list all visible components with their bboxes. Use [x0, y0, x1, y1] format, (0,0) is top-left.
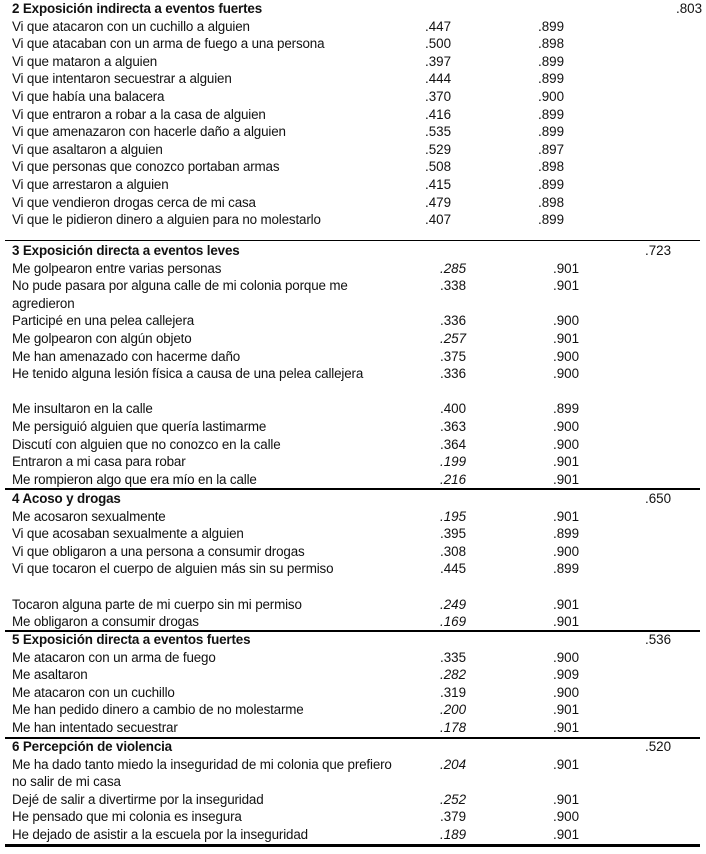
item-loading: .257 [440, 330, 467, 346]
item-loading: .375 [440, 348, 467, 364]
item-loading: .400 [440, 401, 467, 417]
item-alpha-if-deleted: .899 [538, 124, 565, 140]
table-row [0, 826, 706, 844]
item-alpha-if-deleted: .898 [538, 159, 565, 175]
section-alpha: .803 [676, 1, 703, 16]
table-row [0, 649, 706, 667]
section-header [0, 0, 706, 18]
item-loading: .508 [425, 159, 452, 175]
section-header [0, 738, 706, 756]
item-text: Me obligaron a consumir drogas [12, 614, 199, 630]
table-row [0, 348, 706, 366]
table-row [0, 701, 706, 719]
item-loading: .336 [440, 366, 467, 382]
table-row [0, 453, 706, 471]
item-loading: .416 [425, 106, 452, 122]
table-row [0, 365, 706, 400]
table-row [0, 613, 706, 631]
item-alpha-if-deleted: .901 [553, 756, 580, 772]
item-text: Me atacaron con un cuchillo [12, 684, 175, 700]
table-row [0, 88, 706, 106]
item-loading: .178 [440, 719, 467, 735]
item-text: Me acosaron sexualmente [12, 508, 166, 524]
table-row [0, 123, 706, 141]
factor-section [0, 631, 706, 737]
item-alpha-if-deleted: .901 [553, 330, 580, 346]
item-text: Vi que vendieron drogas cerca de mi casa [12, 194, 256, 210]
section-alpha: .650 [645, 491, 672, 506]
factor-section [0, 242, 706, 488]
table-row [0, 194, 706, 212]
item-alpha-if-deleted: .901 [553, 454, 580, 470]
item-loading: .500 [425, 36, 452, 52]
item-loading: .529 [425, 141, 452, 157]
section-alpha: .536 [645, 632, 672, 647]
item-alpha-if-deleted: .901 [553, 471, 580, 487]
item-loading: .200 [440, 702, 467, 718]
item-text: Vi que obligaron a una persona a consumir drogas [12, 543, 305, 559]
item-text: He tenido alguna lesión física a causa de una pelea callejera [12, 366, 364, 382]
item-loading: .282 [440, 667, 467, 683]
item-alpha-if-deleted: .900 [553, 809, 580, 825]
item-alpha-if-deleted: .901 [553, 791, 580, 807]
item-loading: .308 [440, 543, 467, 559]
item-text: Vi que amenazaron con hacerle daño a alguien [12, 124, 286, 140]
item-text: Me insultaron en la calle [12, 401, 153, 417]
table-row [0, 260, 706, 278]
item-text: Participé en una pelea callejera [12, 313, 195, 329]
item-alpha-if-deleted: .900 [538, 88, 565, 104]
table-row [0, 543, 706, 561]
item-loading: .445 [440, 561, 467, 577]
table-row [0, 596, 706, 614]
item-alpha-if-deleted: .901 [553, 702, 580, 718]
divider-line [5, 844, 700, 847]
section-header [0, 631, 706, 649]
item-loading: .364 [440, 436, 467, 452]
section-alpha: .520 [645, 739, 672, 754]
item-loading: .379 [440, 809, 467, 825]
item-text: Vi que tocaron el cuerpo de alguien más sin su permiso [12, 561, 334, 577]
section-header [0, 490, 706, 508]
item-loading: .285 [440, 260, 467, 276]
item-loading: .335 [440, 649, 467, 665]
item-text: Tocaron alguna parte de mi cuerpo sin mi permiso [12, 596, 302, 612]
item-alpha-if-deleted: .901 [553, 260, 580, 276]
table-row [0, 53, 706, 71]
factor-section [0, 0, 706, 229]
item-loading: .447 [425, 18, 452, 34]
table-row [0, 176, 706, 194]
item-alpha-if-deleted: .898 [538, 36, 565, 52]
item-loading: .338 [440, 278, 467, 294]
item-text: Me atacaron con un arma de fuego [12, 649, 216, 665]
item-alpha-if-deleted: .900 [553, 313, 580, 329]
section-title: 3 Exposición directa a eventos leves [12, 243, 240, 258]
item-text: Me golpearon con algún objeto [12, 330, 192, 346]
table-row [0, 436, 706, 454]
item-alpha-if-deleted: .899 [553, 526, 580, 542]
item-loading: .395 [440, 526, 467, 542]
table-row [0, 158, 706, 176]
item-text: Vi que asaltaron a alguien [12, 141, 163, 157]
section-title: 5 Exposición directa a eventos fuertes [12, 632, 251, 647]
item-text: Me persiguió alguien que quería lastimarme [12, 418, 267, 434]
item-text: Entraron a mi casa para robar [12, 454, 186, 470]
item-alpha-if-deleted: .899 [538, 18, 565, 34]
item-text: Dejé de salir a divertirme por la inseguridad [12, 791, 264, 807]
item-loading: .415 [425, 176, 452, 192]
item-alpha-if-deleted: .900 [553, 649, 580, 665]
item-text: Vi que intentaron secuestrar a alguien [12, 71, 232, 87]
item-loading: .249 [440, 596, 467, 612]
item-loading: .195 [440, 508, 467, 524]
table-row [0, 756, 706, 791]
table-row [0, 400, 706, 418]
item-alpha-if-deleted: .900 [553, 436, 580, 452]
item-alpha-if-deleted: .901 [553, 719, 580, 735]
item-alpha-if-deleted: .899 [538, 212, 565, 228]
item-loading: .336 [440, 313, 467, 329]
item-loading: .189 [440, 826, 467, 842]
item-loading: .479 [425, 194, 452, 210]
item-loading: .407 [425, 212, 452, 228]
item-text: Vi que había una balacera [12, 88, 165, 104]
item-text: Me han amenazado con hacerme daño [12, 348, 241, 364]
item-text: Vi que acosaban sexualmente a alguien [12, 526, 244, 542]
table-row [0, 719, 706, 737]
item-text: Vi que mataron a alguien [12, 53, 158, 69]
item-alpha-if-deleted: .901 [553, 508, 580, 524]
item-alpha-if-deleted: .900 [553, 418, 580, 434]
item-alpha-if-deleted: .900 [553, 543, 580, 559]
section-title: 2 Exposición indirecta a eventos fuertes [12, 1, 262, 16]
item-loading: .444 [425, 71, 452, 87]
item-alpha-if-deleted: .901 [553, 596, 580, 612]
section-header [0, 242, 706, 260]
table-row [0, 211, 706, 229]
table-row [0, 525, 706, 543]
divider-line [5, 488, 700, 490]
item-alpha-if-deleted: .899 [538, 106, 565, 122]
item-loading: .397 [425, 53, 452, 69]
divider-line [5, 737, 700, 739]
item-loading: .363 [440, 418, 467, 434]
item-text: Vi que atacaban con un arma de fuego a una persona [12, 36, 325, 52]
item-loading: .319 [440, 684, 467, 700]
item-alpha-if-deleted: .898 [538, 194, 565, 210]
item-alpha-if-deleted: .899 [553, 561, 580, 577]
table-row [0, 312, 706, 330]
table-row [0, 684, 706, 702]
table-row [0, 330, 706, 348]
item-text: Vi que personas que conozco portaban armas [12, 159, 280, 175]
item-alpha-if-deleted: .899 [538, 71, 565, 87]
item-text: He pensado que mi colonia es insegura [12, 809, 242, 825]
item-alpha-if-deleted: .909 [553, 667, 580, 683]
table-row [0, 106, 706, 124]
table-row [0, 508, 706, 526]
table-row [0, 791, 706, 809]
section-title: 4 Acoso y drogas [12, 491, 121, 506]
item-loading: .169 [440, 614, 467, 630]
table-row [0, 35, 706, 53]
item-text: Discutí con alguien que no conozco en la calle [12, 436, 281, 452]
item-alpha-if-deleted: .901 [553, 826, 580, 842]
item-text: Me han intentado secuestrar [12, 719, 178, 735]
item-text: Vi que le pidieron dinero a alguien para no molestarlo [12, 212, 321, 228]
item-text: Vi que entraron a robar a la casa de alguien [12, 106, 266, 122]
item-text: He dejado de asistir a la escuela por la inseguridad [12, 826, 308, 842]
table-row [0, 18, 706, 36]
divider-line [5, 240, 700, 241]
item-text: Me ha dado tanto miedo la inseguridad de mi colonia que prefiero no salir de mi casa [12, 756, 392, 790]
table-row [0, 70, 706, 88]
item-loading: .370 [425, 88, 452, 104]
item-alpha-if-deleted: .897 [538, 141, 565, 157]
table-row [0, 808, 706, 826]
table-row [0, 666, 706, 684]
factor-section [0, 738, 706, 844]
item-text: No pude pasara por alguna calle de mi colonia porque me agredieron [12, 278, 348, 311]
item-alpha-if-deleted: .901 [553, 614, 580, 630]
item-alpha-if-deleted: .901 [553, 278, 580, 294]
item-alpha-if-deleted: .900 [553, 684, 580, 700]
item-loading: .535 [425, 124, 452, 140]
item-alpha-if-deleted: .899 [553, 401, 580, 417]
item-alpha-if-deleted: .899 [538, 176, 565, 192]
item-text: Vi que arrestaron a alguien [12, 176, 169, 192]
item-text: Me rompieron algo que era mío en la calle [12, 471, 257, 487]
item-alpha-if-deleted: .900 [553, 348, 580, 364]
factor-section [0, 490, 706, 631]
table-row [0, 560, 706, 595]
item-text: Me asaltaron [12, 667, 88, 683]
section-alpha: .723 [645, 243, 672, 258]
item-alpha-if-deleted: .900 [553, 366, 580, 382]
item-text: Vi que atacaron con un cuchillo a alguien [12, 18, 250, 34]
table-row [0, 141, 706, 159]
item-alpha-if-deleted: .899 [538, 53, 565, 69]
table-row [0, 277, 706, 312]
item-text: Me han pedido dinero a cambio de no molestarme [12, 702, 304, 718]
item-loading: .204 [440, 756, 467, 772]
divider-line [5, 630, 700, 632]
table-row [0, 471, 706, 489]
item-text: Me golpearon entre varias personas [12, 260, 222, 276]
section-title: 6 Percepción de violencia [12, 739, 172, 754]
item-loading: .252 [440, 791, 467, 807]
item-loading: .199 [440, 454, 467, 470]
table-row [0, 418, 706, 436]
item-loading: .216 [440, 471, 467, 487]
